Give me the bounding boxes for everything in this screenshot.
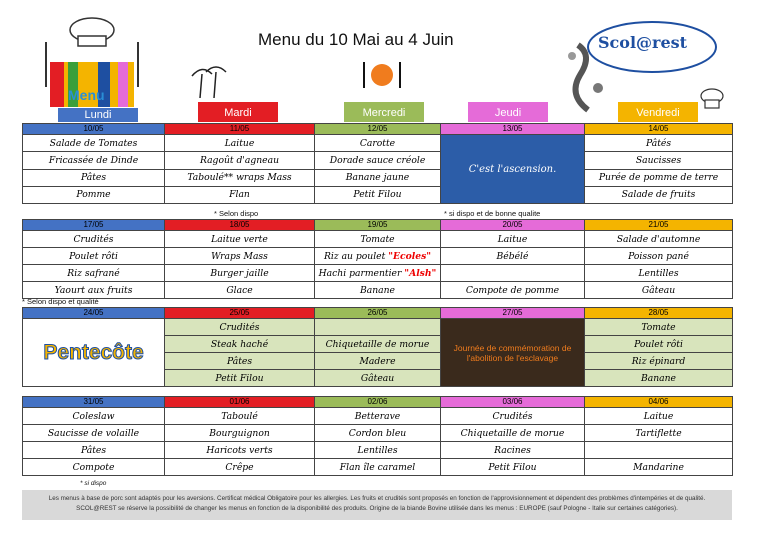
menu-cell: Compote (23, 459, 165, 476)
menu-cell (441, 265, 585, 282)
menu-cell: Pâtes (23, 442, 165, 459)
menu-cell: Riz au poulet "Ecoles" (315, 248, 441, 265)
menu-cell: Lentilles (585, 265, 733, 282)
menu-cell: Haricots verts (165, 442, 315, 459)
menu-cell: Gâteau (585, 282, 733, 299)
menu-cell: Salade de Tomates (23, 135, 165, 152)
tab-lundi: Lundi (58, 108, 138, 122)
menu-cell: Tomate (315, 231, 441, 248)
menu-cell: Gâteau (315, 370, 441, 387)
week-3-table (22, 307, 733, 387)
menu-cell: Riz safrané (23, 265, 165, 282)
menu-cell: Lentilles (315, 442, 441, 459)
menu-cell: Flan île caramel (315, 459, 441, 476)
menu-logo-label: Menu (68, 87, 105, 103)
menu-cell: Petit Filou (441, 459, 585, 476)
page-title: Menu du 10 Mai au 4 Juin (258, 30, 454, 49)
menu-cell: Poulet rôti (585, 336, 733, 353)
menu-cell (585, 442, 733, 459)
date-cell: 21/05 (585, 220, 733, 231)
menu-cell: Laitue (441, 231, 585, 248)
menu-cell: Pâtés (585, 135, 733, 152)
menu-cell: Tartiflette (585, 425, 733, 442)
menu-cell: Banane (585, 370, 733, 387)
note: * Selon dispo et qualité (22, 297, 99, 306)
menu-cell: Petit Filou (165, 370, 315, 387)
menu-cell: Crudités (441, 408, 585, 425)
footer-line-1: Les menus à base de porc sont adaptés pour les aversions. Certificat médical Obligatoire pour les allergies. Les fruits et crudités sont proposés en fonction de l'approvisionnement et dépendent des problèmes d'intempéries et de qualité. (48, 495, 706, 502)
chef-hat-icon (698, 88, 726, 110)
menu-cell: Petit Filou (315, 186, 441, 203)
date-cell: 27/05 (441, 308, 585, 319)
menu-cell: Betterave (315, 408, 441, 425)
date-cell: 02/06 (315, 397, 441, 408)
tab-vendredi: Vendredi (618, 102, 698, 122)
menu-cell: Taboulé** wraps Mass (165, 169, 315, 186)
menu-cell: Glace (165, 282, 315, 299)
menu-cell: Poulet rôti (23, 248, 165, 265)
ascension-image (441, 135, 585, 204)
menu-cell: Salade d'automne (585, 231, 733, 248)
footer-notice (22, 490, 732, 520)
menu-cell: Poisson pané (585, 248, 733, 265)
date-cell: 13/05 (441, 124, 585, 135)
pentecote-image (23, 319, 165, 387)
date-cell: 10/05 (23, 124, 165, 135)
menu-cell: Tomate (585, 319, 733, 336)
memorial-label: Journée de commémoration de l'abolition de l'esclavage (453, 342, 572, 363)
date-cell: 31/05 (23, 397, 165, 408)
menu-cell: Saucisse de volaille (23, 425, 165, 442)
date-cell: 26/05 (315, 308, 441, 319)
date-cell: 11/05 (165, 124, 315, 135)
brand-name: Scol@rest (598, 33, 688, 52)
date-cell: 18/05 (165, 220, 315, 231)
tab-mardi: Mardi (198, 102, 278, 122)
memorial-image (441, 319, 585, 387)
menu-cell: Carotte (315, 135, 441, 152)
menu-cell: Pomme (23, 186, 165, 203)
date-cell: 25/05 (165, 308, 315, 319)
footer-line-2: SCOL@REST se réserve la possibilité de changer les menus en fonction de la disponibilité des produits. Origine de la biande Bovine utilisée dans les menus : EUROPE (sauf Pologne - Italie sur certaines catégories). (76, 505, 678, 512)
menu-cell: Fricassée de Dinde (23, 152, 165, 169)
alsh-tag: "Alsh" (404, 267, 437, 279)
date-cell: 19/05 (315, 220, 441, 231)
week-4-table (22, 396, 733, 476)
menu-cell: Crudités (23, 231, 165, 248)
menu-cell: Taboulé (165, 408, 315, 425)
menu-cell: Salade de fruits (585, 186, 733, 203)
ecoles-tag: "Ecoles" (388, 250, 432, 262)
menu-cell: Bourguignon (165, 425, 315, 442)
date-cell: 12/05 (315, 124, 441, 135)
menu-cell: Ragoût d'agneau (165, 152, 315, 169)
menu-cell (315, 319, 441, 336)
menu-cell: Flan (165, 186, 315, 203)
date-cell: 14/05 (585, 124, 733, 135)
menu-cell: Crêpe (165, 459, 315, 476)
week-1-table (22, 123, 733, 204)
menu-cell: Banane jaune (315, 169, 441, 186)
week-2-table (22, 219, 733, 299)
pentecote-label: Pentecôte (43, 340, 144, 364)
menu-cell: Pâtes (165, 353, 315, 370)
menu-cell: Compote de pomme (441, 282, 585, 299)
menu-cell: Dorade sauce créole (315, 152, 441, 169)
menu-cell: Crudités (165, 319, 315, 336)
menu-cell: Purée de pomme de terre (585, 169, 733, 186)
tab-jeudi: Jeudi (468, 102, 548, 122)
menu-cell: Chiquetaille de morue (441, 425, 585, 442)
menu-cell: Riz épinard (585, 353, 733, 370)
date-cell: 04/06 (585, 397, 733, 408)
menu-cell: Cordon bleu (315, 425, 441, 442)
menu-cell: Wraps Mass (165, 248, 315, 265)
ascension-label: C'est l'ascension. (441, 135, 584, 203)
menu-cell: Burger jaille (165, 265, 315, 282)
menu-cell: Bébélé (441, 248, 585, 265)
palm-tree-icon (190, 60, 230, 100)
tab-mercredi: Mercredi (344, 102, 424, 122)
date-cell: 01/06 (165, 397, 315, 408)
menu-cell: Yaourt aux fruits (23, 282, 165, 299)
menu-cell: Racines (441, 442, 585, 459)
menu-cell: Madere (315, 353, 441, 370)
menu-cell: Laitue (165, 135, 315, 152)
note: * si dispo et de bonne qualite (444, 209, 541, 218)
date-cell: 17/05 (23, 220, 165, 231)
menu-cell: Laitue (585, 408, 733, 425)
date-cell: 20/05 (441, 220, 585, 231)
date-cell: 03/06 (441, 397, 585, 408)
date-cell: 24/05 (23, 308, 165, 319)
menu-cell: Laitue verte (165, 231, 315, 248)
menu-cell: Saucisses (585, 152, 733, 169)
menu-cell: Hachi parmentier "Alsh" (315, 265, 441, 282)
menu-cell: Pâtes (23, 169, 165, 186)
date-cell: 28/05 (585, 308, 733, 319)
note: * Selon dispo (214, 209, 259, 218)
menu-cell: Banane (315, 282, 441, 299)
menu-cell: Chiquetaille de morue (315, 336, 441, 353)
menu-cell: Steak haché (165, 336, 315, 353)
menu-cell: Mandarine (585, 459, 733, 476)
note: * si dispo (80, 480, 107, 487)
menu-cell: Coleslaw (23, 408, 165, 425)
plate-icon (358, 60, 406, 90)
